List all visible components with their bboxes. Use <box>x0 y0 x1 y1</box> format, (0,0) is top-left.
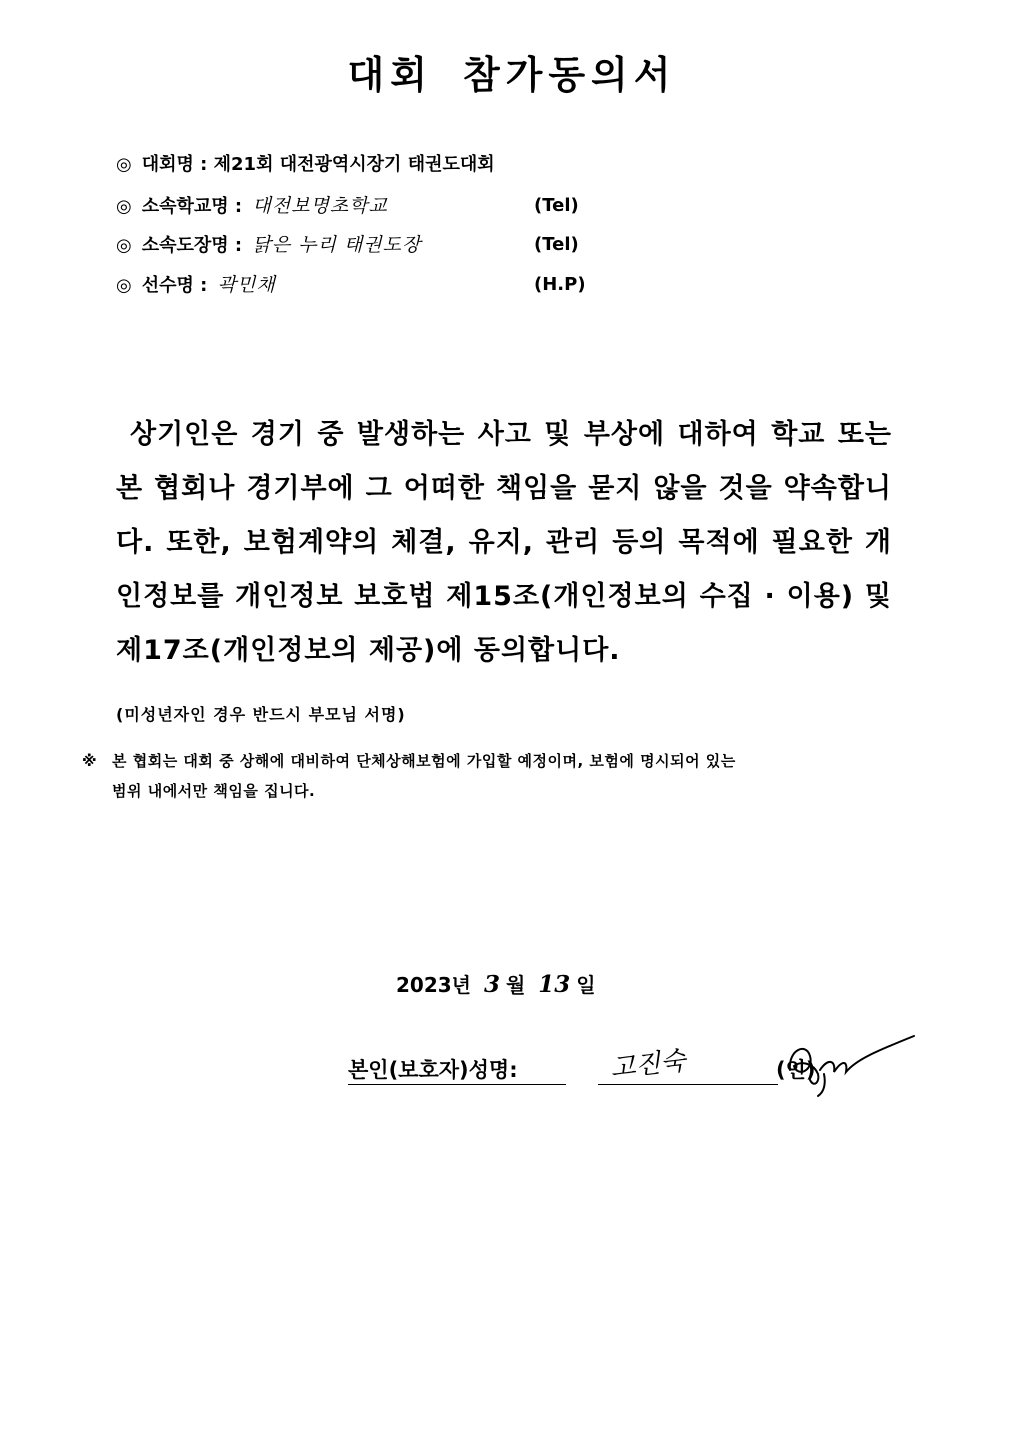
page-title <box>0 44 1024 99</box>
reference-mark-icon: ※ <box>82 752 98 770</box>
info-row-school <box>116 191 596 221</box>
signer-label: 본인(보호자)성명: <box>348 1058 518 1082</box>
date-day-handwritten: 13 <box>538 971 571 998</box>
school-label: 소속학교명 : <box>141 196 243 217</box>
minor-guardian-note: (미성년자인 경우 반드시 부모님 서명) <box>116 705 406 724</box>
competition-name: 제21회 대전광역시장기 태권도대회 <box>213 154 495 175</box>
athlete-label: 선수명 : <box>141 275 208 296</box>
info-row-dojang <box>116 230 596 260</box>
date-line <box>396 969 596 998</box>
name-underline <box>598 1084 778 1085</box>
double-circle-icon: ◎ <box>116 154 132 175</box>
dojang-label: 소속도장명 : <box>141 235 243 256</box>
date-month-unit: 월 <box>505 973 526 997</box>
guardian-handwritten-name: 고진숙 <box>608 1046 687 1084</box>
label-underline <box>348 1084 566 1085</box>
date-year: 2023년 <box>396 973 471 997</box>
info-row-competition <box>116 150 596 180</box>
title-part-1: 대회 <box>347 53 433 97</box>
info-row-athlete <box>116 270 596 300</box>
seal-mark: (인) <box>776 1058 816 1082</box>
double-circle-icon: ◎ <box>116 275 132 296</box>
school-tel-label: (Tel) <box>534 195 579 216</box>
dojang-tel-label: (Tel) <box>534 234 579 255</box>
competition-label: 대회명 : <box>141 154 208 175</box>
dojang-handwritten-value: 닭은 누리 태권도장 <box>252 234 422 256</box>
athlete-hp-label: (H.P) <box>534 274 586 295</box>
athlete-handwritten-name: 곽민채 <box>217 274 276 296</box>
date-month-handwritten: 3 <box>483 971 500 998</box>
notice-line-2: 범위 내에서만 책임을 집니다. <box>112 782 316 800</box>
double-circle-icon: ◎ <box>116 196 132 217</box>
insurance-notice <box>82 746 928 806</box>
double-circle-icon: ◎ <box>116 235 132 256</box>
handwritten-signature-icon <box>784 1030 924 1100</box>
notice-line-1: 본 협회는 대회 중 상해에 대비하여 단체상해보험에 가입할 예정이며, 보험에 명시되어 있는 <box>112 752 736 770</box>
school-handwritten-value: 대전보명초학교 <box>252 195 388 217</box>
signature-row <box>340 1040 940 1100</box>
title-part-2: 참가동의서 <box>462 53 677 97</box>
date-day-unit: 일 <box>576 973 596 997</box>
consent-paragraph: 상기인은 경기 중 발생하는 사고 및 부상에 대하여 학교 또는 본 협회나 경기부에 그 어떠한 책임을 묻지 않을 것을 약속합니다. 또한, 보험계약의 체결, 유지, 관리 등의 목적에 필요한 개인정보를 개인정보 보호법 제15조(개인정보의 수집 · 이용) 및 제17조(개인정보의 제공)에 동의합니다. <box>116 419 892 666</box>
